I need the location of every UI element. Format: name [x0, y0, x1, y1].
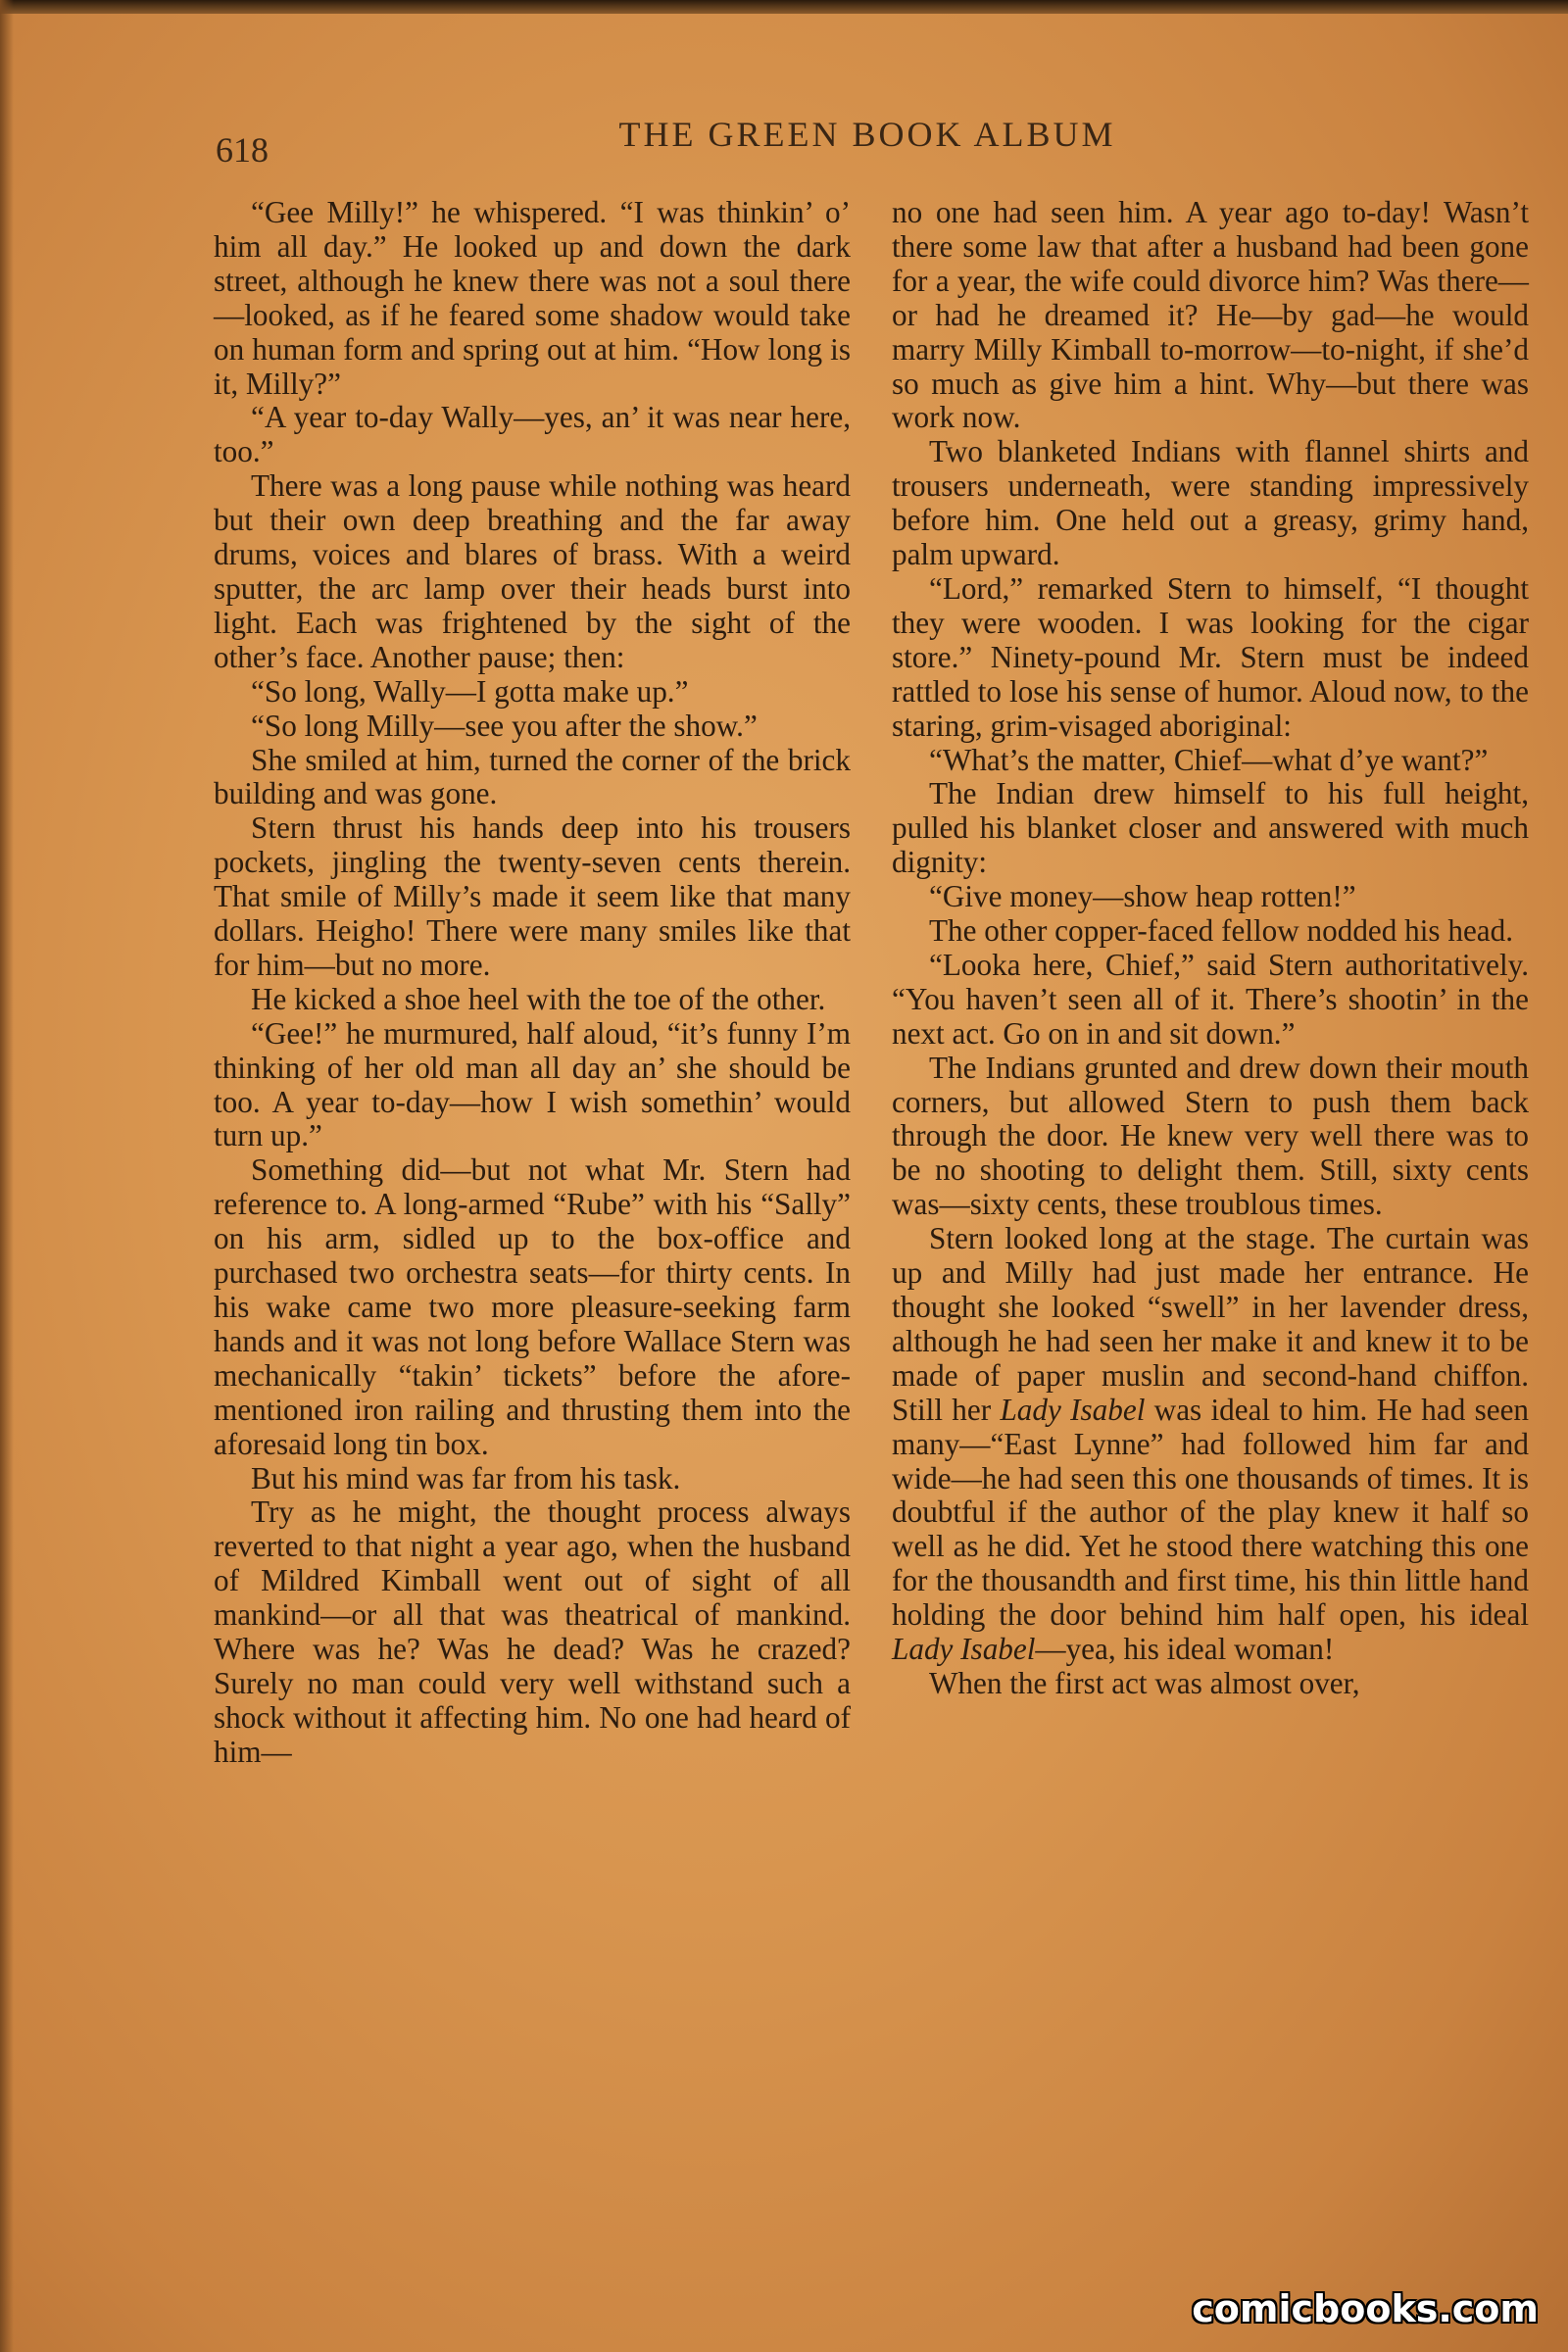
- paragraph: “So long, Wally—I gotta make up.”: [251, 673, 689, 709]
- paragraph-continued: no one had seen him. A year ago to-day! Wasn’t there some law that after a husband had been gone for a year, the wife could divorce him? Was there—or had he dreamed it? He—by gad—he would marry Milly Kimball to-morrow—to-night, if she’d so much as give him a hint. Why—but there was work now.: [892, 195, 1529, 435]
- paragraph: “Gee Milly!” he whispered. “I was thinkin’ o’ him all day.” He looked up and down the dark street, although he knew there was not a soul there—looked, as if he feared some shadow would take on human form and spring out at him. “How long is it, Milly?”: [214, 195, 851, 401]
- paragraph: “Gee!” he murmured, half aloud, “it’s funny I’m thinking of her old man all day an’ she should be too. A year to-day—how I wish somethin’ would turn up.”: [214, 1015, 851, 1153]
- paragraph: “So long Milly—see you after the show.”: [251, 708, 758, 743]
- text-run: was ideal to him. He had seen many—“East Lynne” had followed him far and wide—he had seen this one thousands of times. It is doubtful if the author of the play knew it half so well as he did. Yet he stood there watching this one for the thousandth and first time, his thin little hand holding the door behind him half open, his ideal: [892, 1392, 1530, 1633]
- text-run: —yea, his ideal woman!: [1035, 1632, 1335, 1667]
- paragraph: [892, 1222, 1529, 1667]
- paragraph: The other copper-faced fellow nodded his head.: [929, 913, 1514, 949]
- paragraph: There was a long pause while nothing was heard but their own deep breathing and the far away drums, voices and blares of brass. With a weird sputter, the arc lamp over their heads burst into light. Each was frightened by the sight of the other’s face. Another pause; then:: [214, 468, 851, 674]
- page-top-edge: [0, 0, 1568, 14]
- italic-title: Lady Isabel: [1000, 1392, 1146, 1427]
- paragraph: “A year to-day Wally—yes, an’ it was near here, too.”: [214, 400, 851, 469]
- paragraph: When the first act was almost over,: [929, 1665, 1360, 1700]
- paragraph: Stern thrust his hands deep into his trousers pockets, jingling the twenty-seven cents therein. That smile of Milly’s made it seem like that many dollars. Heigho! There were many smiles like that for him—but no more.: [214, 810, 851, 982]
- paragraph: The Indians grunted and drew down their mouth corners, but allowed Stern to push them back through the door. He knew very well there was to be no shooting to delight them. Still, sixty cents was—sixty cents, these troublous times.: [892, 1050, 1529, 1222]
- page-header: [216, 110, 1519, 178]
- page-number: 618: [216, 130, 269, 170]
- paragraph: The Indian drew himself to his full height, pulled his blanket closer and answered with much dignity:: [892, 776, 1529, 880]
- paragraph: “Looka here, Chief,” said Stern authoritatively. “You haven’t seen all of it. There’s shootin’ in the next act. Go on in and sit down.”: [892, 947, 1529, 1051]
- running-head: THE GREEN BOOK ALBUM: [618, 115, 1116, 154]
- paragraph: But his mind was far from his task.: [251, 1460, 681, 1495]
- paragraph: “Lord,” remarked Stern to himself, “I thought they were wooden. I was looking for the cigar store.” Ninety-pound Mr. Stern must be indeed rattled to lose his sense of humor. Aloud now, to the staring, grim-visaged aboriginal:: [892, 570, 1529, 743]
- text-run: Stern looked long at the stage. The curtain was up and Milly had just made her entrance. He thought she looked “swell” in her lavender dress, although he had seen her make it and knew it to be made of paper muslin and second-hand chiffon. Still her: [892, 1221, 1529, 1427]
- paragraph: She smiled at him, turned the corner of the brick building and was gone.: [214, 742, 851, 811]
- paragraph: He kicked a shoe heel with the toe of the other.: [251, 981, 826, 1016]
- left-column: [214, 196, 851, 1770]
- paragraph: Try as he might, the thought process always reverted to that night a year ago, when the husband of Mildred Kimball went out of sight of all mankind—or all that was theatrical of mankind. Where was he? Was he dead? Was he crazed? Surely no man could very well withstand such a shock without it affecting him. No one had heard of him—: [214, 1494, 851, 1769]
- paragraph: “What’s the matter, Chief—what d’ye want?”: [929, 742, 1489, 777]
- right-column: [892, 196, 1529, 1701]
- page-left-edge: [0, 0, 14, 2352]
- paragraph: Something did—but not what Mr. Stern had reference to. A long-armed “Rube” with his “Sally” on his arm, sidled up to the box-office and purchased two orchestra seats—for thirty cents. In his wake came two more pleasure-seeking farm hands and it was not long before Wallace Stern was mechanically “takin’ tickets” before the afore-mentioned iron railing and thrusting them into the aforesaid long tin box.: [214, 1152, 851, 1461]
- site-watermark: comicbooks.com: [1192, 2287, 1539, 2330]
- italic-title: Lady Isabel: [892, 1632, 1036, 1667]
- paragraph: “Give money—show heap rotten!”: [929, 879, 1356, 914]
- paragraph: Two blanketed Indians with flannel shirts and trousers underneath, were standing impressively before him. One held out a greasy, grimy hand, palm upward.: [892, 434, 1529, 572]
